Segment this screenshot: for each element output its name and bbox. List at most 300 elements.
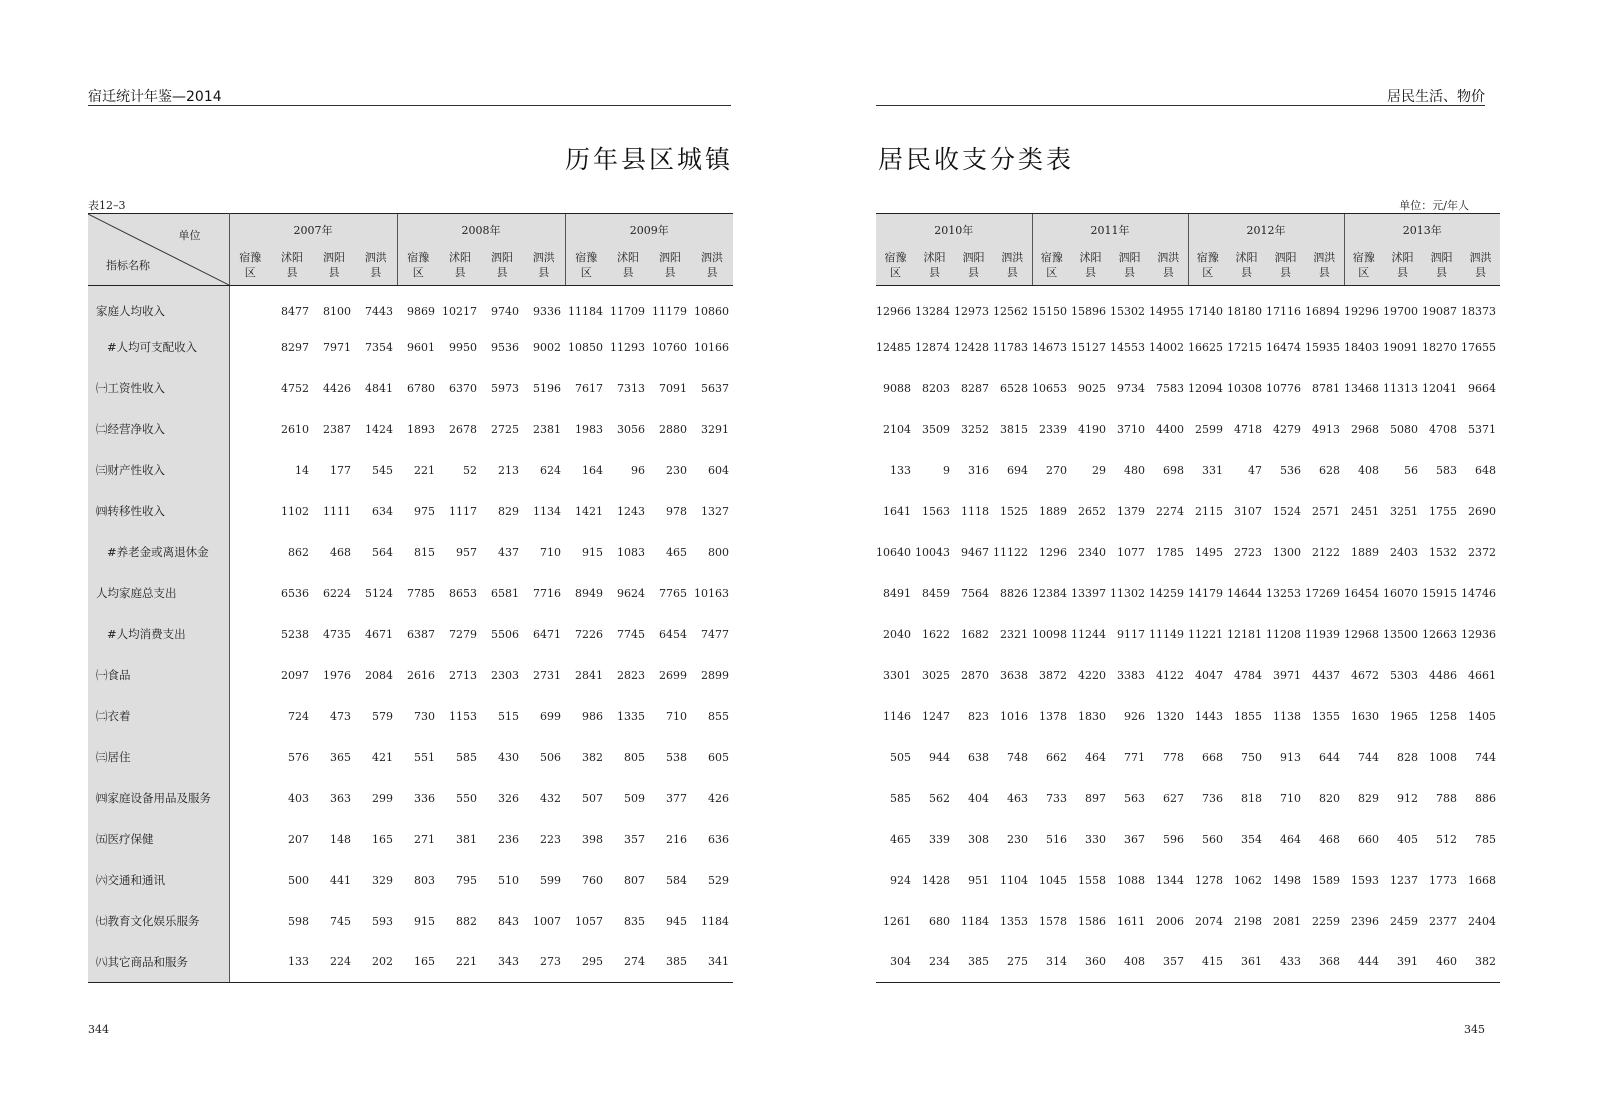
- data-cell: 2081: [1273, 914, 1301, 928]
- district-header: [1110, 245, 1149, 286]
- data-cell: 9740: [491, 304, 519, 318]
- data-cell: 14259: [1149, 586, 1184, 600]
- district-header: [565, 245, 607, 286]
- data-cell: 213: [498, 463, 519, 477]
- data-cell: 7564: [961, 586, 989, 600]
- data-cell: 1247: [922, 709, 950, 723]
- data-cell: 760: [582, 873, 603, 887]
- data-cell: 382: [582, 750, 603, 764]
- table-row: [876, 819, 1500, 860]
- table-row: [88, 696, 733, 737]
- data-cell: 1498: [1273, 873, 1301, 887]
- district-header: [229, 245, 271, 286]
- data-cell: 1532: [1429, 545, 1457, 559]
- data-cell: 368: [1305, 942, 1344, 983]
- district-suffix: 县: [286, 266, 298, 279]
- data-cell: 1344: [1156, 873, 1184, 887]
- data-cell: 2713: [449, 668, 477, 682]
- data-cell: 16625: [1188, 340, 1223, 354]
- district-header: [691, 245, 733, 286]
- district-suffix: 区: [1358, 266, 1370, 279]
- data-cell: 363: [330, 791, 351, 805]
- data-cell: 468: [1319, 832, 1340, 846]
- data-cell: 14746: [1461, 586, 1496, 600]
- data-cell: 1007: [533, 914, 561, 928]
- data-cell: 1563: [922, 504, 950, 518]
- data-cell: 585: [890, 791, 911, 805]
- data-cell: 3025: [922, 668, 950, 682]
- data-cell: 299: [372, 791, 393, 805]
- data-cell: 5973: [491, 381, 519, 395]
- data-cell: 785: [1475, 832, 1496, 846]
- data-cell: 15150: [1032, 304, 1067, 318]
- data-cell: 1138: [1273, 709, 1301, 723]
- data-cell: 16454: [1344, 586, 1379, 600]
- data-cell: 339: [929, 832, 950, 846]
- data-cell: 2968: [1351, 422, 1379, 436]
- data-cell: 2404: [1468, 914, 1496, 928]
- data-cell: 2040: [883, 627, 911, 641]
- data-cell: 2115: [1195, 504, 1223, 518]
- data-cell: 1889: [1039, 504, 1067, 518]
- data-cell: 795: [456, 873, 477, 887]
- data-cell: 12874: [915, 340, 950, 354]
- data-cell: 2340: [1078, 545, 1106, 559]
- data-cell: 2610: [281, 422, 309, 436]
- data-cell: 2274: [1156, 504, 1184, 518]
- row-label: ㈢财产性收入: [88, 450, 229, 491]
- data-cell: 207: [288, 832, 309, 846]
- district-suffix: 县: [370, 266, 382, 279]
- data-cell: 815: [414, 545, 435, 559]
- district-name: 泗阳: [491, 251, 513, 264]
- data-cell: 7971: [323, 340, 351, 354]
- data-cell: 385: [954, 942, 993, 983]
- table-row: [876, 409, 1500, 450]
- data-cell: 16894: [1305, 304, 1340, 318]
- data-cell: 1258: [1429, 709, 1457, 723]
- row-label: #人均可支配收入: [88, 327, 229, 368]
- data-cell: 15915: [1422, 586, 1457, 600]
- data-cell: 818: [1241, 791, 1262, 805]
- data-cell: 444: [1344, 942, 1383, 983]
- data-cell: 11783: [993, 340, 1028, 354]
- data-cell: [229, 409, 271, 450]
- data-cell: [229, 532, 271, 573]
- data-cell: 465: [666, 545, 687, 559]
- data-cell: 1682: [961, 627, 989, 641]
- data-cell: 12966: [876, 304, 911, 318]
- row-label: #养老金或离退休金: [88, 532, 229, 573]
- data-cell: 1008: [1429, 750, 1457, 764]
- district-header: [649, 245, 691, 286]
- data-cell: 6387: [407, 627, 435, 641]
- table-row: [88, 901, 733, 942]
- district-suffix: 区: [580, 266, 592, 279]
- data-cell: 638: [968, 750, 989, 764]
- right-data-table: [876, 213, 1500, 983]
- data-cell: 165: [372, 832, 393, 846]
- data-cell: 7716: [533, 586, 561, 600]
- data-cell: 3056: [617, 422, 645, 436]
- data-cell: 7313: [617, 381, 645, 395]
- district-name: 泗阳: [1274, 251, 1297, 264]
- district-suffix: 区: [412, 266, 424, 279]
- data-cell: 10850: [568, 340, 603, 354]
- data-cell: 1102: [281, 504, 309, 518]
- data-cell: 1830: [1078, 709, 1106, 723]
- data-cell: 5080: [1390, 422, 1418, 436]
- data-cell: 4190: [1078, 422, 1106, 436]
- district-name: 泗阳: [1118, 251, 1141, 264]
- data-cell: 4279: [1273, 422, 1301, 436]
- data-cell: 2396: [1351, 914, 1379, 928]
- data-cell: 8491: [883, 586, 911, 600]
- data-cell: 1495: [1195, 545, 1223, 559]
- data-cell: 1378: [1039, 709, 1067, 723]
- data-cell: 357: [624, 832, 645, 846]
- data-cell: 563: [1124, 791, 1145, 805]
- data-cell: 975: [414, 504, 435, 518]
- data-cell: 820: [1319, 791, 1340, 805]
- data-cell: 564: [372, 545, 393, 559]
- district-header: [1305, 245, 1344, 286]
- district-name: 泗阳: [659, 251, 681, 264]
- data-cell: 505: [890, 750, 911, 764]
- data-cell: 915: [582, 545, 603, 559]
- data-cell: 1278: [1195, 873, 1223, 887]
- district-name: 泗洪: [1157, 251, 1180, 264]
- data-cell: 5124: [365, 586, 393, 600]
- data-cell: 3107: [1234, 504, 1262, 518]
- data-cell: 4708: [1429, 422, 1457, 436]
- data-cell: 164: [582, 463, 603, 477]
- data-cell: 18180: [1227, 304, 1262, 318]
- data-cell: 1983: [575, 422, 603, 436]
- data-cell: 2899: [701, 668, 729, 682]
- district-suffix: 区: [890, 266, 901, 279]
- data-cell: 951: [968, 873, 989, 887]
- data-cell: 2403: [1390, 545, 1418, 559]
- data-cell: 605: [708, 750, 729, 764]
- data-cell: 1405: [1468, 709, 1496, 723]
- data-cell: 978: [666, 504, 687, 518]
- data-cell: 4784: [1234, 668, 1262, 682]
- row-label: ㈥交通和通讯: [88, 860, 229, 901]
- data-cell: 343: [481, 942, 523, 983]
- data-cell: [229, 778, 271, 819]
- data-cell: 2303: [491, 668, 519, 682]
- data-cell: 377: [666, 791, 687, 805]
- data-cell: 12094: [1188, 381, 1223, 395]
- data-cell: 16474: [1266, 340, 1301, 354]
- district-suffix: 县: [1085, 266, 1096, 279]
- district-name: 泗阳: [962, 251, 985, 264]
- data-cell: 2377: [1429, 914, 1457, 928]
- data-cell: 432: [540, 791, 561, 805]
- data-cell: 4718: [1234, 422, 1262, 436]
- data-cell: 331: [1202, 463, 1223, 477]
- district-name: 沭阳: [281, 251, 303, 264]
- data-cell: 308: [968, 832, 989, 846]
- data-cell: 7745: [617, 627, 645, 641]
- data-cell: 1976: [323, 668, 351, 682]
- data-cell: 11293: [610, 340, 645, 354]
- district-header: [1422, 245, 1461, 286]
- data-cell: 17140: [1188, 304, 1223, 318]
- district-suffix: 区: [1046, 266, 1058, 279]
- data-cell: [229, 901, 271, 942]
- data-cell: 1184: [701, 914, 729, 928]
- data-cell: 2259: [1312, 914, 1340, 928]
- data-cell: 2823: [617, 668, 645, 682]
- data-cell: 1118: [961, 504, 989, 518]
- data-cell: 3251: [1390, 504, 1418, 518]
- table-row: [876, 655, 1500, 696]
- data-cell: 398: [582, 832, 603, 846]
- district-header: [1188, 245, 1227, 286]
- district-name: 沭阳: [1079, 251, 1102, 264]
- district-header: [607, 245, 649, 286]
- data-cell: 3710: [1117, 422, 1145, 436]
- district-header: [1461, 245, 1500, 286]
- data-cell: [229, 327, 271, 368]
- district-suffix: 县: [622, 266, 634, 279]
- data-cell: 624: [540, 463, 561, 477]
- district-name: 宿豫: [407, 251, 430, 264]
- district-name: 宿豫: [1196, 251, 1219, 264]
- data-cell: 12936: [1461, 627, 1496, 641]
- data-cell: 604: [708, 463, 729, 477]
- data-cell: 2084: [365, 668, 393, 682]
- data-cell: 7785: [407, 586, 435, 600]
- data-cell: 8477: [281, 304, 309, 318]
- data-cell: 367: [1124, 832, 1145, 846]
- data-cell: 7477: [701, 627, 729, 641]
- data-cell: 56: [1404, 463, 1418, 477]
- data-cell: 1355: [1312, 709, 1340, 723]
- data-cell: 4220: [1078, 668, 1106, 682]
- data-cell: 11208: [1266, 627, 1301, 641]
- table-row: [88, 860, 733, 901]
- data-cell: 133: [271, 942, 313, 983]
- data-cell: 10776: [1266, 381, 1301, 395]
- district-name: 沭阳: [449, 251, 471, 264]
- data-cell: 8653: [449, 586, 477, 600]
- corner-unit-label: 单位: [178, 229, 201, 242]
- data-cell: 11122: [993, 545, 1028, 559]
- data-cell: 828: [1397, 750, 1418, 764]
- data-cell: 913: [1280, 750, 1301, 764]
- data-cell: 1586: [1078, 914, 1106, 928]
- data-cell: 579: [372, 709, 393, 723]
- data-cell: 17215: [1227, 340, 1262, 354]
- data-cell: 464: [1085, 750, 1106, 764]
- data-cell: 2731: [533, 668, 561, 682]
- data-cell: 9950: [449, 340, 477, 354]
- data-cell: 9: [943, 463, 950, 477]
- data-cell: 29: [1092, 463, 1106, 477]
- data-cell: 7354: [365, 340, 393, 354]
- district-name: 泗洪: [532, 251, 555, 264]
- district-name: 泗洪: [701, 251, 723, 264]
- data-cell: 598: [288, 914, 309, 928]
- data-cell: 12041: [1422, 381, 1457, 395]
- data-cell: [229, 450, 271, 491]
- data-cell: 381: [456, 832, 477, 846]
- data-cell: 509: [624, 791, 645, 805]
- data-cell: 560: [1202, 832, 1223, 846]
- data-cell: 1641: [883, 504, 911, 518]
- data-cell: 744: [1358, 750, 1379, 764]
- data-cell: 1146: [883, 709, 911, 723]
- data-cell: 47: [1248, 463, 1262, 477]
- data-cell: 2198: [1234, 914, 1262, 928]
- data-cell: 562: [929, 791, 950, 805]
- data-cell: 3383: [1117, 668, 1145, 682]
- data-cell: 133: [890, 463, 911, 477]
- data-cell: 829: [498, 504, 519, 518]
- data-cell: 10760: [652, 340, 687, 354]
- row-label: ㈣转移性收入: [88, 491, 229, 532]
- data-cell: 843: [498, 914, 519, 928]
- data-cell: 2723: [1234, 545, 1262, 559]
- district-header: [313, 245, 355, 286]
- data-cell: 6370: [449, 381, 477, 395]
- data-cell: 275: [993, 942, 1032, 983]
- district-suffix: 县: [1318, 266, 1330, 279]
- district-name: 宿豫: [1040, 251, 1063, 264]
- data-cell: 9536: [491, 340, 519, 354]
- data-cell: 1261: [883, 914, 911, 928]
- data-cell: [229, 286, 271, 327]
- data-cell: 2372: [1468, 545, 1496, 559]
- data-cell: 7443: [365, 304, 393, 318]
- data-cell: 17116: [1266, 304, 1301, 318]
- data-cell: 1773: [1429, 873, 1457, 887]
- corner-diagonal: [88, 214, 229, 285]
- data-cell: 3291: [701, 422, 729, 436]
- data-cell: 10098: [1032, 627, 1067, 641]
- data-cell: 13397: [1071, 586, 1106, 600]
- data-cell: 202: [355, 942, 397, 983]
- row-label: ㈢居住: [88, 737, 229, 778]
- data-cell: 2571: [1312, 504, 1340, 518]
- data-cell: 1889: [1351, 545, 1379, 559]
- data-cell: 593: [372, 914, 393, 928]
- left-header-rule: [88, 105, 731, 106]
- data-cell: 9117: [1117, 627, 1145, 641]
- data-cell: 1077: [1117, 545, 1145, 559]
- right-header-rule: [876, 105, 1485, 106]
- data-cell: 1083: [617, 545, 645, 559]
- data-cell: 926: [1124, 709, 1145, 723]
- data-cell: 2381: [533, 422, 561, 436]
- district-suffix: 县: [454, 266, 466, 279]
- data-cell: 165: [397, 942, 439, 983]
- right-table-container: [876, 213, 1500, 983]
- data-cell: 1300: [1273, 545, 1301, 559]
- data-cell: 897: [1085, 791, 1106, 805]
- data-cell: 9869: [407, 304, 435, 318]
- data-cell: 1335: [617, 709, 645, 723]
- data-cell: 3971: [1273, 668, 1301, 682]
- data-cell: 316: [968, 463, 989, 477]
- district-name: 宿豫: [239, 251, 262, 264]
- data-cell: 19296: [1344, 304, 1379, 318]
- data-cell: 6536: [281, 586, 309, 600]
- data-cell: 19700: [1383, 304, 1418, 318]
- data-cell: 234: [915, 942, 954, 983]
- table-row: [88, 573, 733, 614]
- data-cell: 771: [1124, 750, 1145, 764]
- data-cell: 1327: [701, 504, 729, 518]
- row-label: ㈠食品: [88, 655, 229, 696]
- data-cell: 221: [414, 463, 435, 477]
- data-cell: 2321: [1000, 627, 1028, 641]
- data-cell: 724: [288, 709, 309, 723]
- table-row: [88, 450, 733, 491]
- district-header: [355, 245, 397, 286]
- data-cell: 4122: [1156, 668, 1184, 682]
- data-cell: 295: [565, 942, 607, 983]
- table-row: [876, 491, 1500, 532]
- data-cell: 538: [666, 750, 687, 764]
- district-suffix: 县: [1241, 266, 1252, 279]
- data-cell: 5371: [1468, 422, 1496, 436]
- data-cell: 10163: [694, 586, 729, 600]
- data-cell: 10640: [876, 545, 911, 559]
- data-cell: 2451: [1351, 504, 1379, 518]
- data-cell: 360: [1071, 942, 1110, 983]
- data-cell: 576: [288, 750, 309, 764]
- data-cell: 12485: [876, 340, 911, 354]
- data-cell: 11184: [568, 304, 603, 318]
- data-cell: 4661: [1468, 668, 1496, 682]
- data-cell: 273: [523, 942, 565, 983]
- data-cell: 1785: [1156, 545, 1184, 559]
- data-cell: 944: [929, 750, 950, 764]
- district-name: 沭阳: [923, 251, 946, 264]
- data-cell: 9025: [1078, 381, 1106, 395]
- data-cell: 698: [1163, 463, 1184, 477]
- district-suffix: 区: [244, 266, 256, 279]
- data-cell: 4400: [1156, 422, 1184, 436]
- data-cell: 230: [666, 463, 687, 477]
- data-cell: 12968: [1344, 627, 1379, 641]
- district-header: [1383, 245, 1422, 286]
- table-row: [88, 491, 733, 532]
- data-cell: 12663: [1422, 627, 1457, 641]
- data-cell: 391: [1383, 942, 1422, 983]
- data-cell: 583: [1436, 463, 1457, 477]
- table-row: [88, 778, 733, 819]
- data-cell: 18270: [1422, 340, 1457, 354]
- district-header: [1071, 245, 1110, 286]
- data-cell: 2387: [323, 422, 351, 436]
- year-header: 2011年: [1032, 214, 1188, 246]
- data-cell: 4047: [1195, 668, 1223, 682]
- data-cell: 1893: [407, 422, 435, 436]
- district-name: 沭阳: [1391, 251, 1414, 264]
- table-row: [88, 327, 733, 368]
- data-cell: 336: [414, 791, 435, 805]
- data-cell: 408: [1110, 942, 1149, 983]
- data-cell: 1057: [575, 914, 603, 928]
- data-cell: 463: [1007, 791, 1028, 805]
- left-page-title: 历年县区城镇: [564, 145, 733, 174]
- district-suffix: 县: [538, 266, 550, 279]
